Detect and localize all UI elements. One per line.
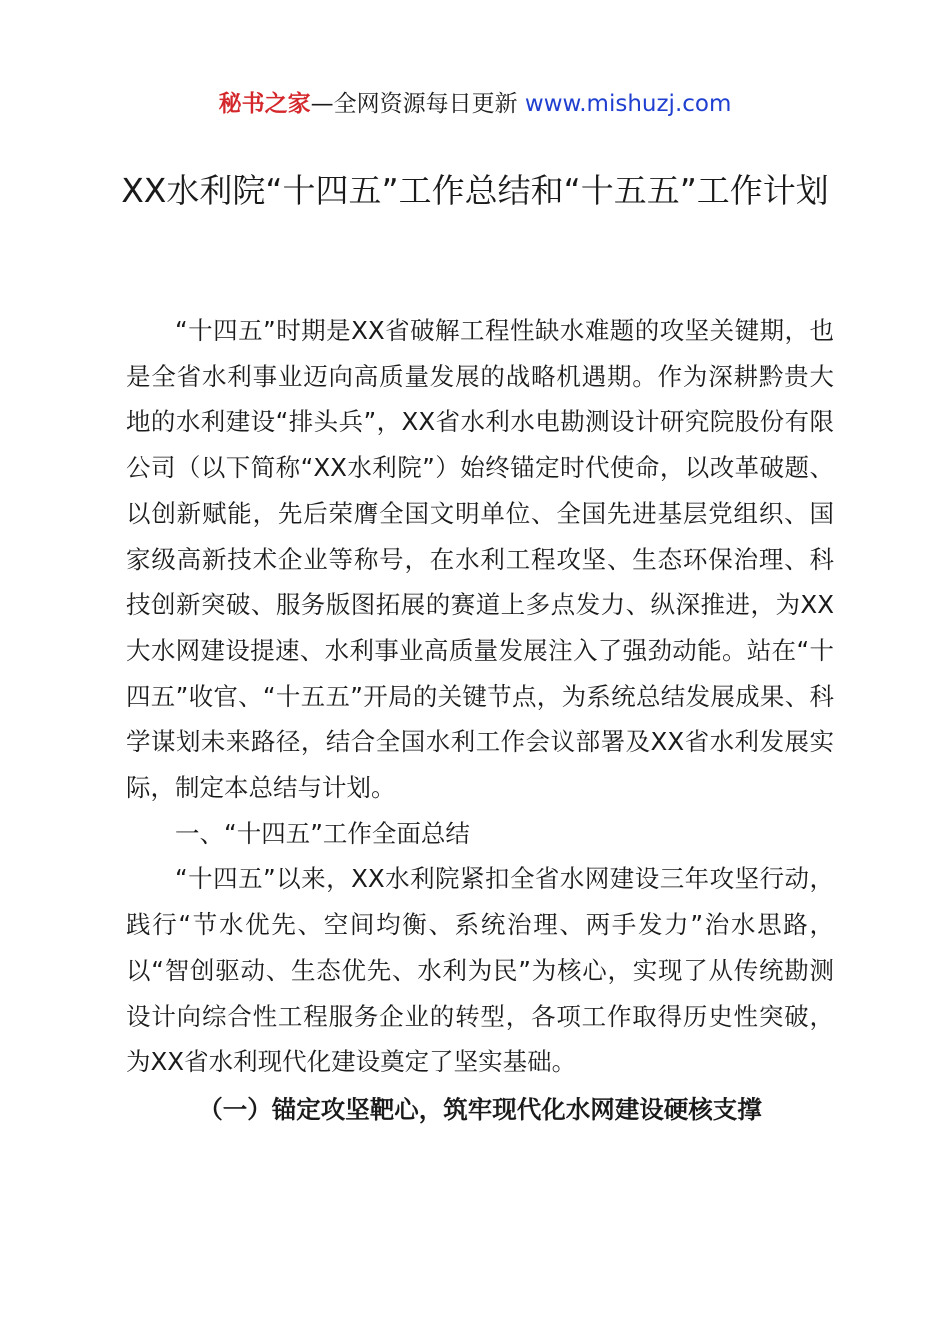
document-body <box>126 308 834 1133</box>
summary-paragraph: “十四五”以来，XX水利院紧扣全省水网建设三年攻坚行动，践行“节水优先、空间均衡、系统治理、两手发力”治水思路，以“智创驱动、生态优先、水利为民”为核心，实现了从传统勘测设计向综合性工程服务企业的转型，各项工作取得历史性突破，为XX省水利现代化建设奠定了坚实基础。 <box>126 864 834 1077</box>
intro-paragraph: “十四五”时期是XX省破解工程性缺水难题的攻坚关键期，也是全省水利事业迈向高质量发展的战略机遇期。作为深耕黔贵大地的水利建设“排头兵”，XX省水利水电勘测设计研究院股份有限公司（以下简称“XX水利院”）始终锚定时代使命，以改革破题、以创新赋能，先后荣膺全国文明单位、全国先进基层党组织、国家级高新技术企业等称号，在水利工程攻坚、生态环保治理、科技创新突破、服务版图拓展的赛道上多点发力、纵深推进，为XX大水网建设提速、水利事业高质量发展注入了强劲动能。站在“十四五”收官、“十五五”开局的关键节点，为系统总结发展成果、科学谋划未来路径，结合全国水利工作会议部署及XX省水利发展实际，制定本总结与计划。 <box>126 316 834 803</box>
brand-name: 秘书之家 <box>218 91 311 117</box>
header-slogan: —全网资源每日更新 <box>310 91 518 117</box>
subsection-heading: （一）锚定攻坚靶心，筑牢现代化水网建设硬核支撑 <box>198 1094 762 1124</box>
document-title: XX水利院“十四五”工作总结和“十五五”工作计划 <box>121 171 829 210</box>
site-link[interactable]: www.mishuzj.com <box>524 91 732 117</box>
site-header <box>0 86 950 122</box>
section-heading: 一、“十四五”工作全面总结 <box>175 818 470 848</box>
